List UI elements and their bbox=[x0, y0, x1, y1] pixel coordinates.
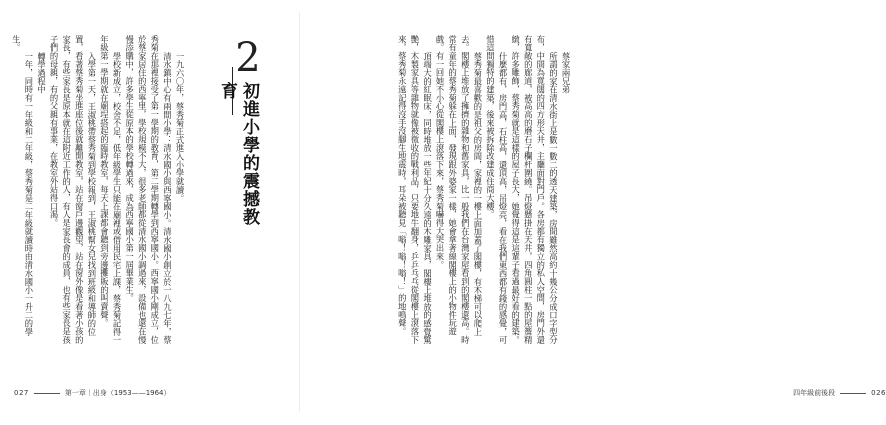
chapter-number: 2 bbox=[235, 35, 261, 81]
right-running-title: 四年級前後段 bbox=[793, 389, 836, 397]
paragraph: 什麼都有，房門高，石柱高，還頂高，吊燈亮，看在我們東西都有錢的感覺，可惜這間獨特的建築，後來被拆除改建成住商大樓。 bbox=[485, 35, 509, 344]
footer-rule bbox=[840, 393, 866, 394]
paragraph: 轉學過程中 bbox=[36, 51, 47, 94]
chapter-title: 初進小學的震撼教育 bbox=[217, 82, 259, 226]
paragraph: 學校新成立，校舍不足，低年級學生只能在廟裡或借用民宅上課，蔡秀菊記得一年級第一學期就在廟埕搭起的臨時教室，每天上課都會聽到旁邊攤販的叫賣聲。 bbox=[99, 35, 123, 344]
footer-rule bbox=[34, 393, 60, 394]
paragraph: 頂端大的紅眠床，同時堆放一些年紀十分久遠的木雕家具，閣樓上堆放的感覺驚艷，木製家具等雜物就像被徵收的戰利品，只要地牛翻身，乒乒乓乓從閣樓上滾落下來，蔡秀菊永遠記得沒手沒腳生地震時，耳朵被聽見「嗡！嗡！嗡！」的地鳴聲。 bbox=[397, 35, 433, 344]
left-page-footer bbox=[14, 387, 284, 399]
paragraph: 蔡秀菊最喜歡的是祖父的房間，家裡的一樓上面加蓋了閣樓，有木梯可以爬上去。閣樓上堆放了擁擠的雜物和舊家具，比一般我們在台灣家屋看到的閣樓還高。時常有童年的蔡秀菊躲在上面，發現跟外婆家一樣，她會拿著線閣樓上的小物件玩遊戲。有一回她不小心從閣樓上滾落下來，蔡秀菊嚇得大哭出來。 bbox=[435, 35, 483, 344]
paragraph: 一年，同時有一年級和二年級，蔡秀菊是二年級就讀時由清水國小一升二的學生。 bbox=[11, 35, 34, 336]
paragraph: 入學第一天，王淑桃帶蔡秀菊到學校報到，王淑桃幫女兒找到班級和導師的位置，看著蔡秀菊坐進座位後就離開教室，站在窗戶邊觀望，站在窗外像是看著小孩的家長，有些家長是原本就在這附近工作的人，有人是家長會的成員，也有些家長是孩子們的母親，有的父親有事業，在教室外站得口渴。 bbox=[49, 35, 97, 344]
right-page-footer bbox=[600, 387, 886, 399]
right-page bbox=[300, 0, 886, 425]
right-body-text bbox=[310, 35, 572, 345]
left-running-title: 第一章｜出身（1953——1964） bbox=[64, 389, 171, 397]
left-page-number: 027 bbox=[14, 389, 29, 397]
paragraph: 一九六〇年，蔡秀菊正式進入小學就讀。 bbox=[175, 51, 185, 202]
paragraph: 所謂的家在清水街上是數一數二的透天建築，房間雖然高約十幾公分成口字型分布，中間為寬闊的四方形天井，主廳面對門戶。各房都有獨立的私人空間，房門外還有寬敞的廊道，被高高的磨石子欄杆圍繞。吊燈懸掛在天井，四角圓柱一點的屋簷精緻，許多雕飾，蔡秀菊就是這樣的屋子長大，她覺得這是這輩子看過最好看的建築。 bbox=[510, 35, 559, 344]
right-page-number: 026 bbox=[871, 389, 886, 397]
left-page bbox=[0, 0, 300, 425]
paragraph: 清水鎮中心有兩間小學：清水國小與西寧國小。清水國小創立於一八九七年，蔡秀菊在那裡接受了第一學期的教育，第二學期轉學到西寧國小。西寧國小剛成立，位於蔡家居住的西寧里，學校規模不大，很多老師都從清水國小調過來，設備也還在慢慢添購中，許多學生從原本的學校轉過來，成為西寧國小第一屆畢業生。 bbox=[124, 35, 173, 344]
left-body-text bbox=[11, 35, 186, 345]
paragraph: 蔡家兩兄弟 bbox=[561, 51, 571, 94]
